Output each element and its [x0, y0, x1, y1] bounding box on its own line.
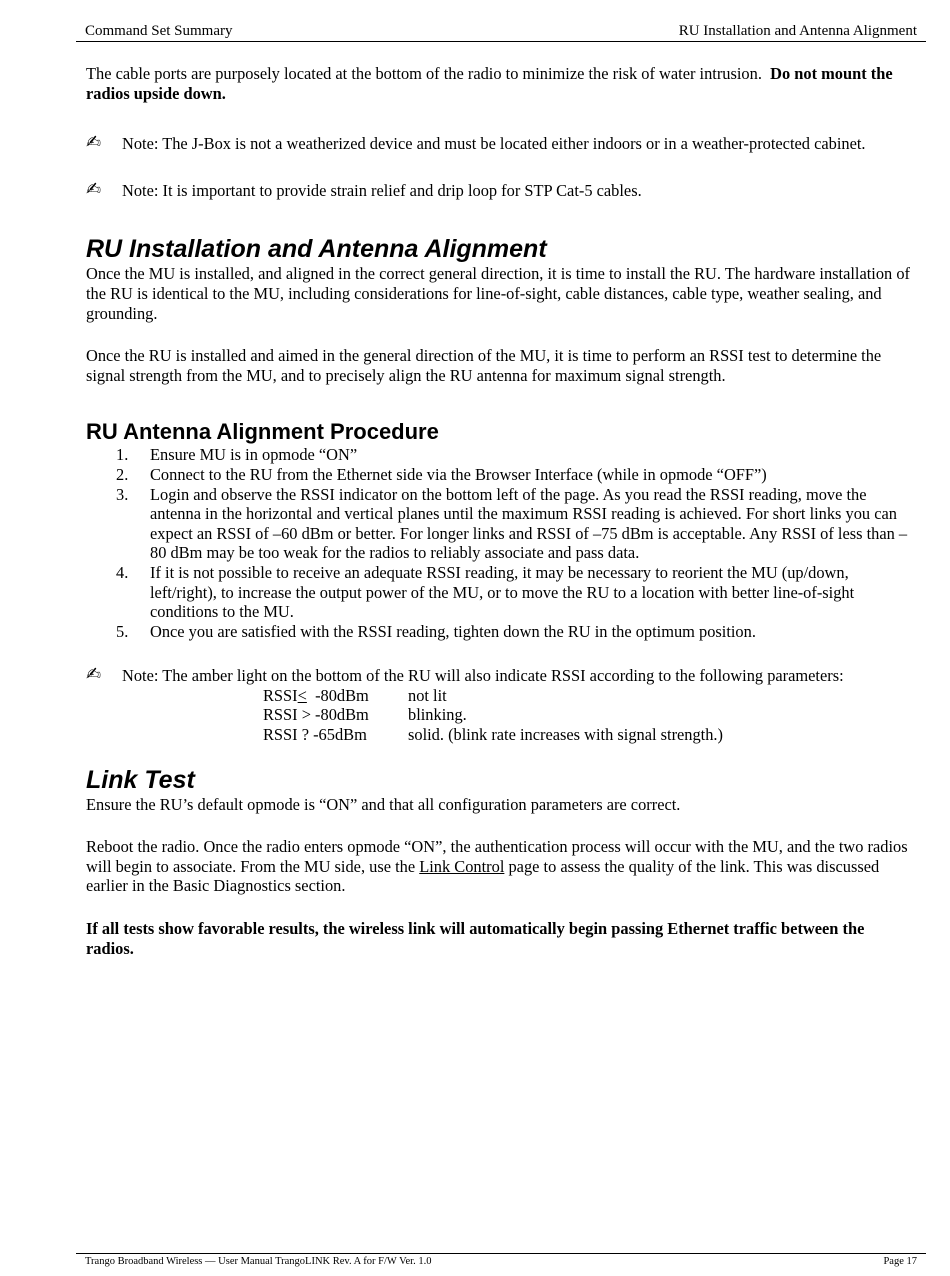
section-title-link-test: Link Test — [86, 765, 195, 794]
page-footer — [76, 1253, 926, 1267]
link-test-paragraph-1: Ensure the RU’s default opmode is “ON” and that all configuration parameters are correct. — [86, 794, 681, 814]
writing-hand-icon: ✍ — [86, 178, 102, 200]
procedure-steps — [86, 445, 916, 641]
link-control-link[interactable]: Link Control — [419, 856, 505, 876]
intro-paragraph: The cable ports are purposely located at the bottom of the radio to minimize the risk of water intrusion. Do not mount the radios upside down. — [86, 64, 893, 103]
section-title-alignment-procedure: RU Antenna Alignment Procedure — [86, 419, 439, 445]
list-item: 1. Ensure MU is in opmode “ON” — [116, 445, 358, 465]
section-title-ru-installation: RU Installation and Antenna Alignment — [86, 235, 547, 264]
note-amber-light: ✍ Note: The amber light on the bottom of the RU will also indicate RSSI according to the following parameters: — [86, 664, 844, 686]
note-jbox: ✍ Note: The J-Box is not a weatherized device and must be located either indoors or in a weather-protected cabinet. — [86, 132, 866, 154]
table-row: RSSI > -80dBm blinking. — [263, 705, 467, 725]
ru-install-paragraph-2: Once the RU is installed and aimed in the general direction of the MU, it is time to perform an RSSI test to determine the signal strength from the MU, and to precisely align the RU antenna for maximum signal strength. — [86, 346, 882, 385]
list-item: 5. Once you are satisfied with the RSSI reading, tighten down the RU in the optimum position. — [116, 621, 756, 641]
list-item: 3. Login and observe the RSSI indicator on the bottom left of the page. As you read the RSSI reading, move the antenna in the horizontal and vertical planes until the maximum RSSI reading is achieved. For short links you can expect an RSSI of –60 dBm or better. For longer links and RSSI of –75 dBm is acceptable. Any RSSI of less than –80 dBm may be too weak for the radios to reliably associate and pass data. — [116, 484, 908, 563]
writing-hand-icon: ✍ — [86, 132, 102, 154]
note-strain-relief: ✍ Note: It is important to provide strain relief and drip loop for STP Cat-5 cables. — [86, 178, 642, 200]
list-item: 4. If it is not possible to receive an adequate RSSI reading, it may be necessary to reorient the MU (up/down, left/right), to increase the output power of the MU, or to move the RU to a location with better line-of-sight conditions to the MU. — [116, 562, 855, 622]
table-row: RSSI ? -65dBm solid. (blink rate increases with signal strength.) — [263, 725, 723, 745]
header-right: RU Installation and Antenna Alignment — [678, 23, 917, 39]
intro-warning: Do not mount the radios upside down. — [86, 64, 893, 103]
writing-hand-icon: ✍ — [86, 664, 102, 686]
page-content — [86, 64, 916, 958]
footer-left: Trango Broadband Wireless — User Manual TrangoLINK Rev. A for F/W Ver. 1.0 — [85, 1256, 432, 1267]
rssi-parameters-table — [263, 686, 916, 745]
table-row: RSSI< -80dBm not lit — [263, 685, 447, 705]
page-header — [76, 20, 926, 42]
link-test-paragraph-3: If all tests show favorable results, the wireless link will automatically begin passing Ethernet traffic between the radios. — [86, 919, 865, 958]
page-number: Page 17 — [883, 1256, 917, 1267]
header-left: Command Set Summary — [85, 23, 233, 39]
list-item: 2. Connect to the RU from the Ethernet side via the Browser Interface (while in opmode “OFF”) — [116, 464, 767, 484]
ru-install-paragraph-1: Once the MU is installed, and aligned in the correct general direction, it is time to install the RU. The hardware installation of the RU is identical to the MU, including considerations for line-of-sight, cable distances, cable type, weather sealing, and grounding. — [86, 264, 911, 323]
link-test-paragraph-2: Reboot the radio. Once the radio enters opmode “ON”, the authentication process will occur with the MU, and the two radios will begin to associate. From the MU side, use the Link Control page to assess the quality of the link. This was discussed earlier in the Basic Diagnostics section. — [86, 837, 908, 896]
